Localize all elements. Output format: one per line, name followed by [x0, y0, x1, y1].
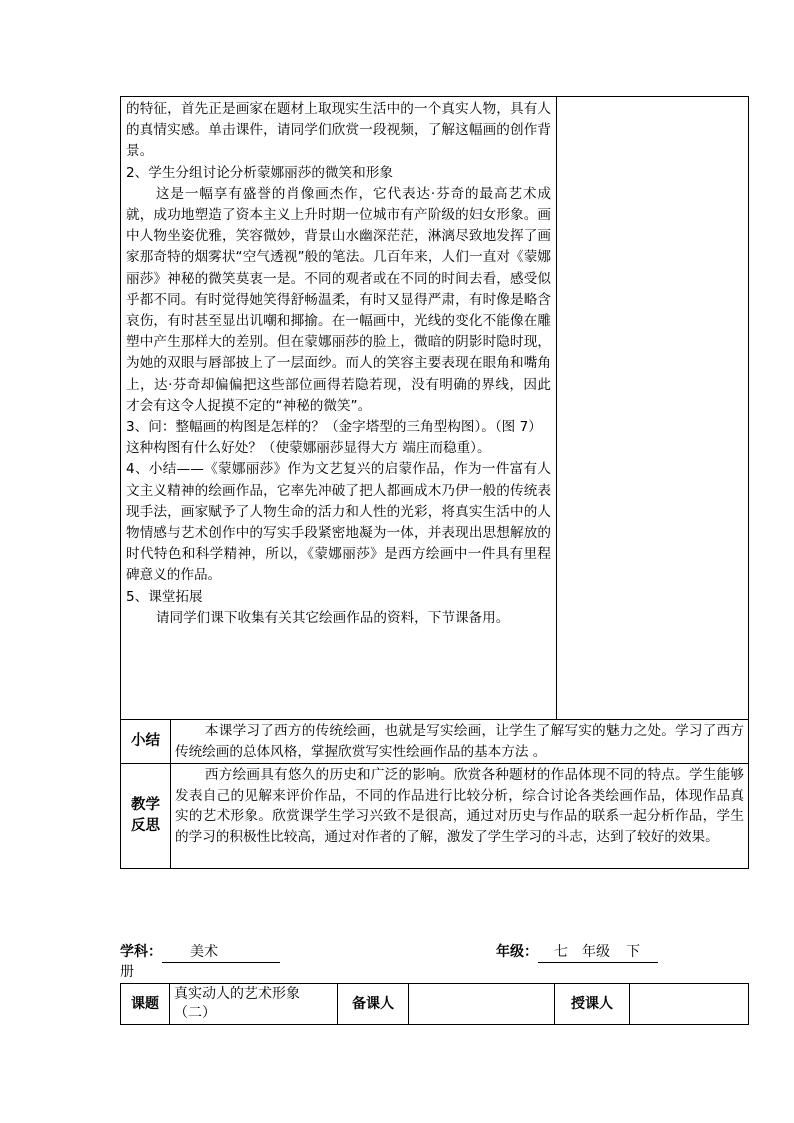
reflection-label	[121, 764, 171, 869]
reflection-text-cell	[171, 764, 749, 869]
reflection-text: 西方绘画具有悠久的历史和广泛的影响。欣赏各种题材的作品体现不同的特点。学生能够发表自己的见解来评价作品，不同的作品进行比较分析，综合讨论各类绘画作品，体现作品真实的艺术形象。欣赏课学生学习兴致不是很高，通过对历史与作品的联系一起分析作品，学生的学习的积极性比较高，通过对作者的了解，激发了学生学习的斗志，达到了较好的效果。	[175, 767, 745, 845]
paragraph-summary-point: 4、小结——《蒙娜丽莎》作为文艺复兴的启蒙作品，作为一件富有人文主义精神的绘画作品，它率先冲破了把人都画成木乃伊一般的传统表现手法，画家赋予了人物生命的活力和人性的光彩，将真实生活中的人物情感与艺术创作中的写实手段紧密地凝为一体，并表现出思想解放的时代特色和科学精神，所以，《蒙娜丽莎》是西方绘画中一件具有里程碑意义的作品。	[126, 461, 552, 584]
paragraph-extension-task: 请同学们课下收集有关其它绘画作品的资料，下节课备用。	[155, 609, 510, 626]
summary-text: 本课学习了西方的传统绘画，也就是写实绘画，让学生了解写实的魅力之处。学习了西方传统绘画的总体风格，掌握欣赏写实性绘画作品的基本方法 。	[175, 723, 745, 760]
prep-teacher-label: 备课人	[338, 984, 409, 1025]
summary-label: 小结	[121, 720, 171, 764]
topic-label: 课题	[121, 984, 170, 1025]
grade-line	[496, 942, 658, 963]
summary-row	[121, 720, 749, 764]
subject-value: 美术	[162, 942, 280, 963]
lesson-body-row	[121, 97, 749, 720]
lesson-info-table	[120, 983, 749, 1025]
lecturer-value[interactable]	[630, 984, 749, 1025]
grade-value: 七	[538, 942, 582, 963]
summary-text-cell	[171, 720, 749, 764]
lecturer-label: 授课人	[555, 984, 630, 1025]
reflection-row	[121, 764, 749, 869]
notes-column-cell	[557, 97, 749, 720]
lesson-process-cell	[121, 97, 557, 720]
lesson-table	[120, 96, 749, 869]
reflection-label-line1: 教学	[131, 797, 160, 813]
paragraph-mona-lisa-analysis: 这是一幅享有盛誉的肖像画杰作，它代表达·芬奇的最高艺术成就，成功地塑造了资本主义上升时期一位城市有产阶级的妇女形象。画中人物坐姿优雅，笑容微妙，背景山水幽深茫茫，淋漓尽致地发挥了画家那奇特的烟雾状“空气透视”般的笔法。几百年来，人们一直对《蒙娜丽莎》神秘的微笑莫衷一是。不同的观者或在不同的时间去看，感受似乎都不同。有时觉得她笑得舒畅温柔，有时又显得严肃，有时像是略含哀伤，有时甚至显出讥嘲和揶揄。在一幅画中，光线的变化不能像在雕塑中产生那样大的差别。但在蒙娜丽莎的脸上，微暗的阴影时隐时现，为她的双眼与唇部披上了一层面纱。而人的笑容主要表现在眼角和嘴角上，达·芬奇却偏偏把这些部位画得若隐若现，没有明确的界线，因此才会有这令人捉摸不定的“神秘的微笑”。	[126, 185, 552, 414]
book-char: 册	[120, 964, 134, 980]
paragraph-extension-heading: 5、课堂拓展	[126, 588, 203, 605]
grade-label: 年级：	[496, 944, 538, 960]
subject-line	[120, 942, 280, 963]
paragraph-discussion-heading: 2、学生分组讨论分析蒙娜丽莎的微笑和形象	[126, 164, 393, 181]
grade-word: 年级	[582, 942, 610, 963]
paragraph-composition-question: 3、问：整幅画的构图是怎样的？（金字塔型的三角型构图）。（图 7）	[126, 419, 542, 436]
lesson-info-row	[121, 984, 749, 1025]
topic-value: 真实动人的艺术形象（二）	[170, 984, 338, 1025]
reflection-label-line2: 反思	[131, 818, 160, 834]
term-value: 下	[610, 942, 658, 963]
paragraph-composition-benefit: 这种构图有什么好处？（使蒙娜丽莎显得大方 端庄而稳重）。	[126, 440, 491, 457]
subject-label: 学科：	[120, 944, 162, 960]
paragraph-feature-intro: 的特征，首先正是画家在题材上取现实生活中的一个真实人物，具有人的真情实感。单击课件，请同学们欣赏一段视频，了解这幅画的创作背景。	[126, 101, 552, 160]
prep-teacher-value[interactable]	[409, 984, 555, 1025]
